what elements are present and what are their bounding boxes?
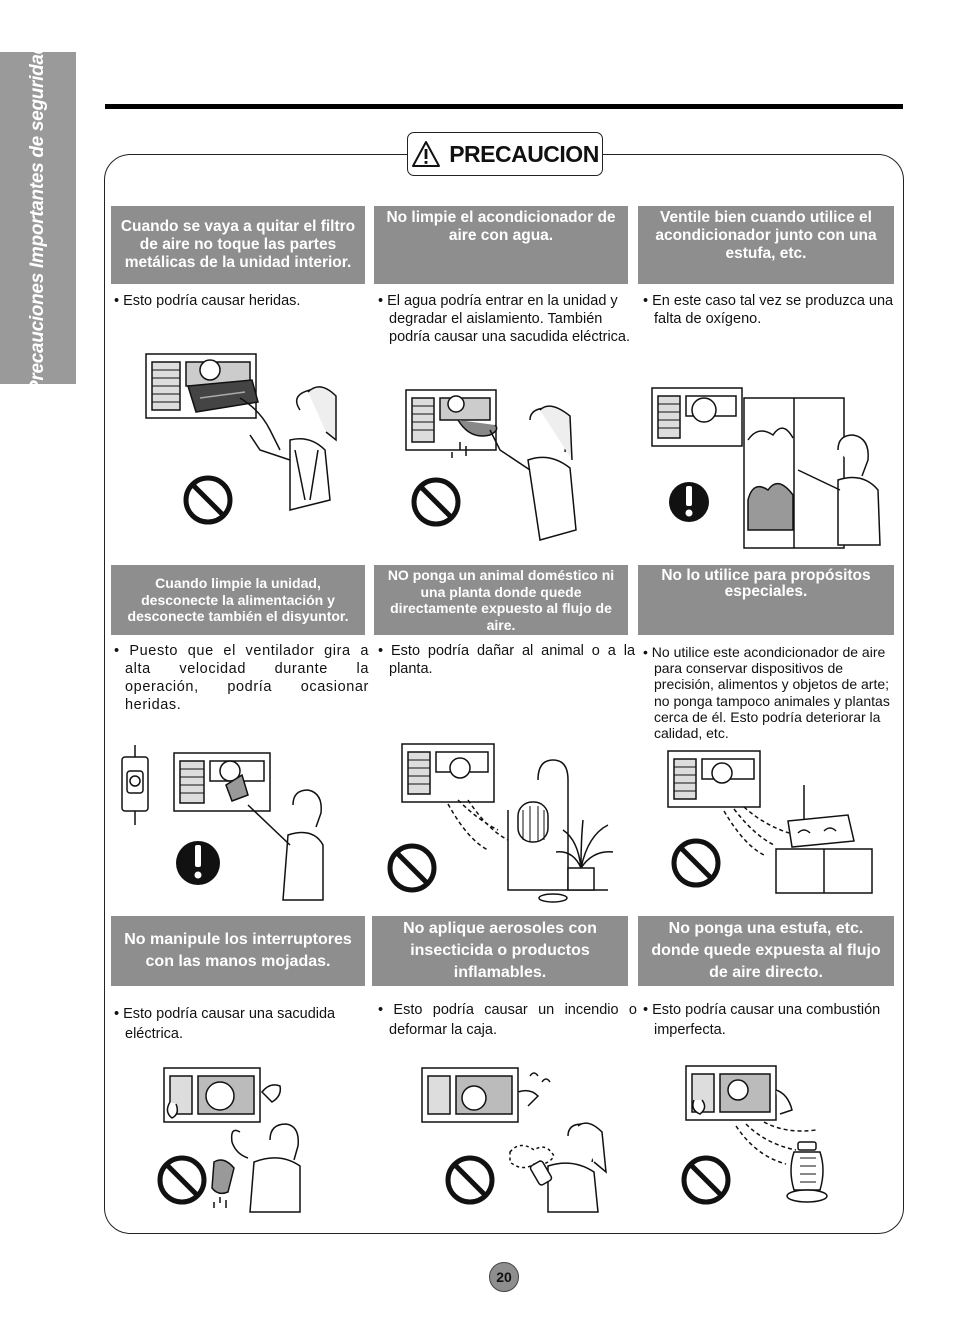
caution-header-9: No ponga una estufa, etc. donde quede expuesta al flujo de aire directo.	[638, 916, 894, 986]
warning-triangle-icon	[411, 140, 441, 168]
special-purpose-illustration	[664, 745, 884, 895]
caution-note-4: • Puesto que el ventilador gira a alta velocidad durante la operación, podría ocasionar heridas.	[114, 642, 369, 714]
page-number: 20	[489, 1262, 519, 1292]
caution-title-box	[407, 132, 603, 176]
top-rule	[105, 104, 903, 109]
caution-header-1: Cuando se vaya a quitar el filtro de aire no toque las partes metálicas de la unidad interior.	[111, 206, 365, 284]
caution-note-3: • En este caso tal vez se produzca una falta de oxígeno.	[643, 292, 902, 328]
caution-header-3: Ventile bien cuando utilice el acondicionador junto con una estufa, etc.	[638, 206, 894, 284]
ventilation-window-illustration	[648, 380, 888, 550]
heater-airflow-illustration	[676, 1060, 836, 1210]
caution-note-1: • Esto podría causar heridas.	[114, 292, 373, 310]
disconnect-power-illustration	[118, 745, 338, 905]
caution-header-4: Cuando limpie la unidad, desconecte la alimentación y desconecte también el disyuntor.	[111, 565, 365, 635]
filter-removal-illustration	[140, 340, 360, 540]
caution-note-8: • Esto podría causar un incendio o deformar la caja.	[378, 1000, 637, 1040]
caution-note-7: • Esto podría causar una sacudida eléctrica.	[114, 1004, 373, 1044]
pet-plant-airflow-illustration	[378, 740, 618, 910]
page-title: PRECAUCION	[449, 140, 599, 167]
caution-note-9: • Esto podría causar una combustión imperfecta.	[643, 1000, 902, 1040]
water-cleaning-illustration	[400, 380, 600, 550]
section-side-tab	[0, 42, 76, 394]
caution-header-8: No aplique aerosoles con insecticida o productos inflamables.	[372, 916, 628, 986]
caution-header-7: No manipule los interruptores con las manos mojadas.	[111, 916, 365, 986]
caution-note-5: • Esto podría dañar al animal o a la planta.	[378, 642, 635, 678]
caution-note-6: • No utilice este acondicionador de aire para conservar dispositivos de precisión, alimentos y objetos de arte; no ponga tampoco animales y plantas cerca de él. Esto podría deteriorar la calidad, etc.	[643, 644, 902, 741]
caution-note-2: • El agua podría entrar en la unidad y degradar el aislamiento. También podría causar una sacudida eléctrica.	[378, 292, 635, 346]
section-side-tab-label: Precauciones Importantes de seguridad	[27, 42, 48, 394]
wet-hands-switch-illustration	[150, 1062, 310, 1222]
caution-header-6: No lo utilice para propósitos especiales.	[638, 565, 894, 635]
aerosol-spray-illustration	[418, 1062, 618, 1222]
caution-header-5: NO ponga un animal doméstico ni una planta donde quede directamente expuesto al flujo de aire.	[374, 565, 628, 635]
caution-header-2: No limpie el acondicionador de aire con agua.	[374, 206, 628, 284]
